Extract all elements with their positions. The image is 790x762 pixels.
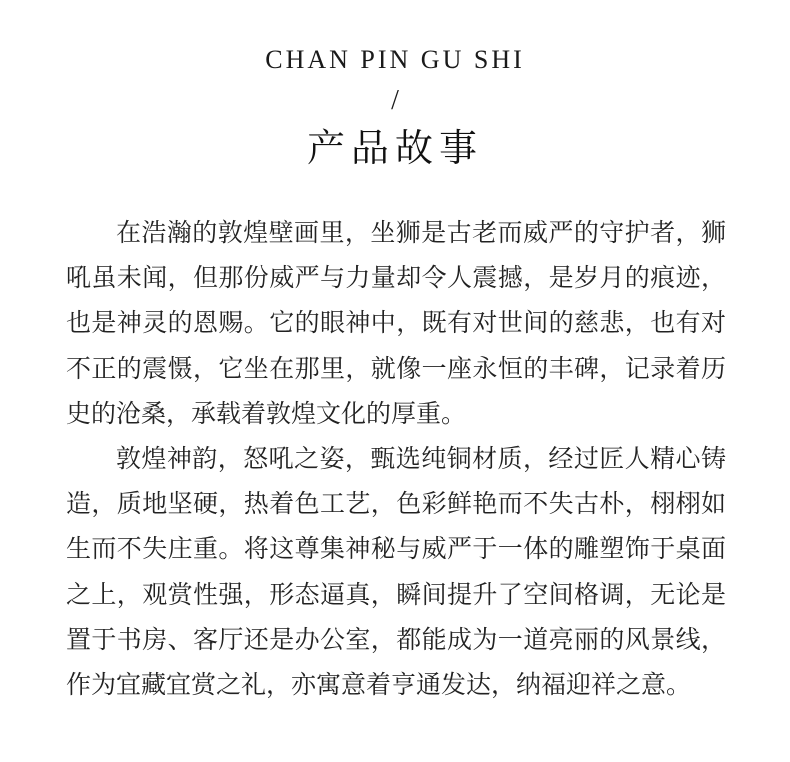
- title-divider-slash: /: [391, 85, 399, 116]
- section-subtitle-pinyin: CHAN PIN GU SHI: [265, 45, 525, 74]
- section-header: [0, 44, 790, 172]
- story-paragraph-2: 敦煌神韵，怒吼之姿，甄选纯铜材质，经过匠人精心铸造，质地坚硬，热着色工艺，色彩鲜艳而不失古朴，栩栩如生而不失庄重。将这尊集神秘与威严于一体的雕塑饰于桌面之上，观赏性强，形态逼真，瞬间提升了空间格调，无论是置于书房、客厅还是办公室，都能成为一道亮丽的风景线，作为宜藏宜赏之礼，亦寓意着亨通发达，纳福迎祥之意。: [66, 444, 726, 700]
- section-title: 产品故事: [306, 126, 483, 170]
- story-paragraph-1: 在浩瀚的敦煌壁画里，坐狮是古老而威严的守护者，狮吼虽未闻，但那份威严与力量却令人震撼，是岁月的痕迹，也是神灵的恩赐。它的眼神中，既有对世间的慈悲，也有对不正的震慑，它坐在那里，就像一座永恒的丰碑，记录着历史的沧桑，承载着敦煌文化的厚重。: [66, 218, 726, 428]
- story-body: [66, 210, 726, 707]
